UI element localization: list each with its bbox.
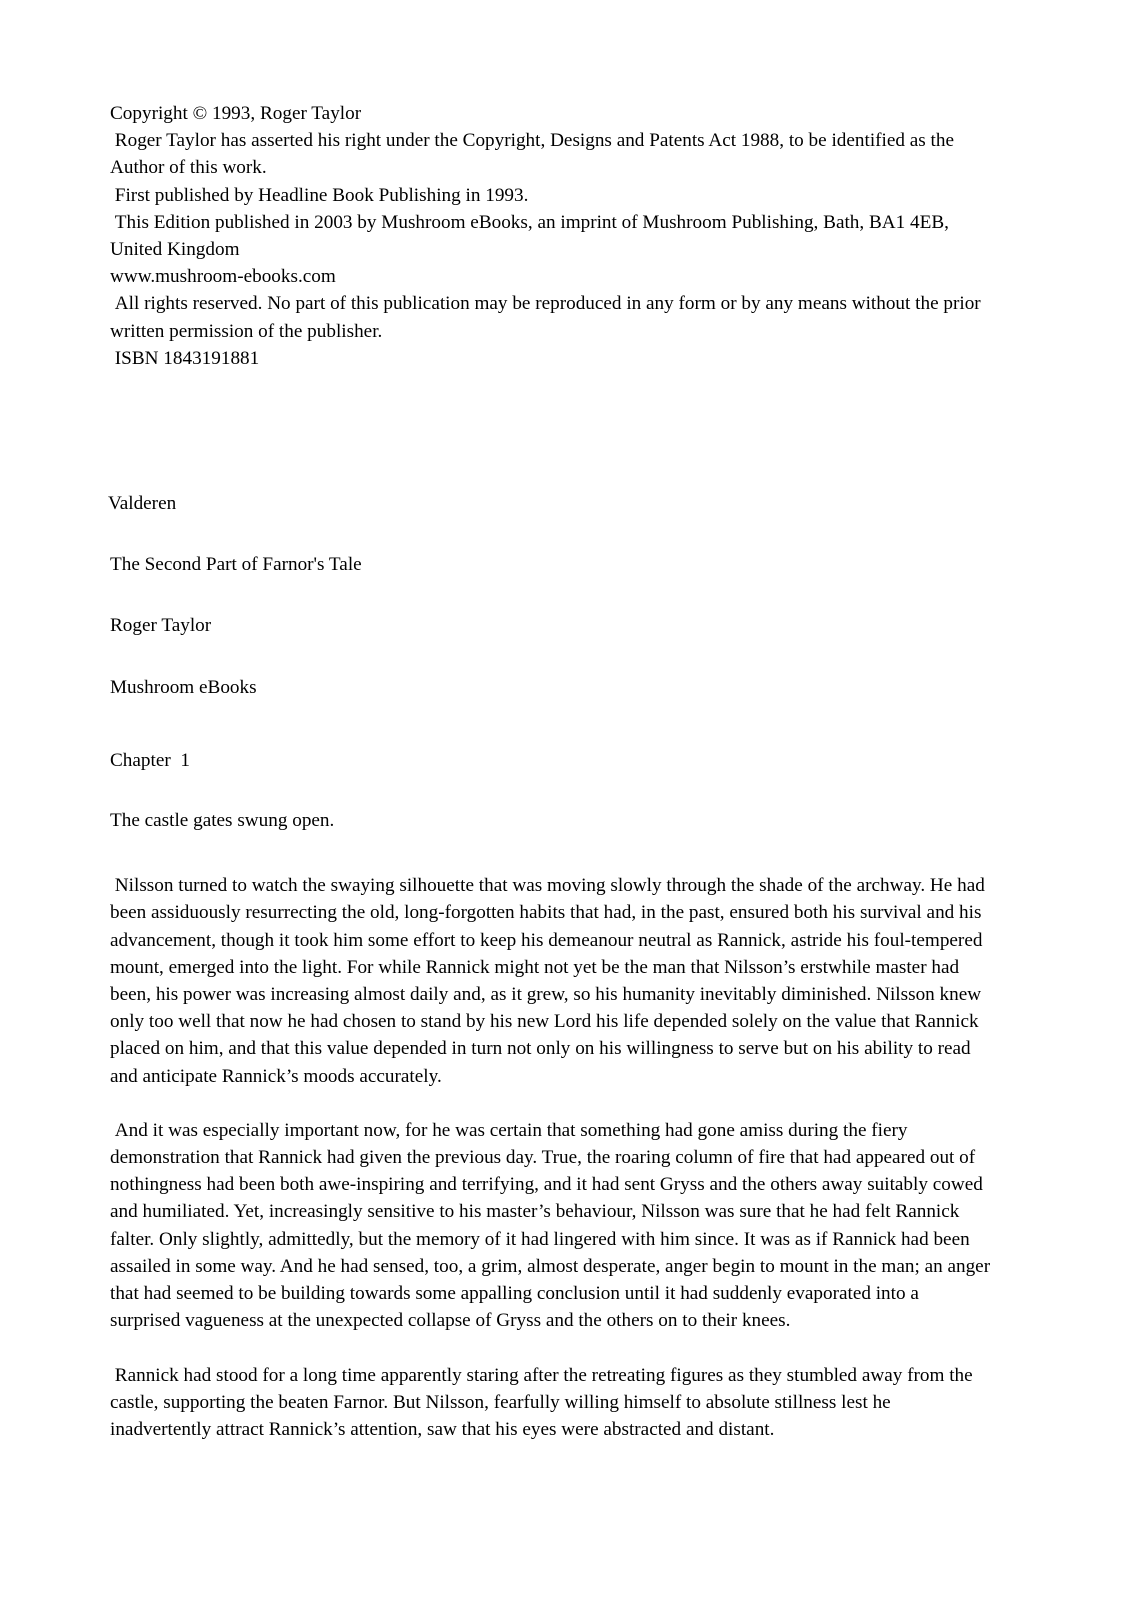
body-paragraph: And it was especially important now, for he was certain that something had gone amiss during the fiery demonstration that Rannick had given the previous day. True, the roaring column of fire that had appeared out of nothingness had been both awe-inspiring and terrifying, and it had sent Gryss and the others away suitably cowed and humiliated. Yet, increasingly sensitive to his master’s behaviour, Nilsson was sure that he had felt Rannick falter. Only slightly, admittedly, but the memory of it had lingered with him since. It was as if Rannick had been assailed in some way. And he had sensed, too, a grim, almost desperate, anger begin to mount in the man; an anger that had seemed to be building towards some appalling conclusion until it had suddenly evaporated into a surprised vagueness at the unexpected collapse of Gryss and the others on to their knees. bbox=[110, 1119, 995, 1332]
book-author: Roger Taylor bbox=[110, 615, 212, 637]
book-subtitle: The Second Part of Farnor's Tale bbox=[110, 554, 362, 576]
body-paragraph: Rannick had stood for a long time apparently staring after the retreating figures as they stumbled away from the castle, supporting the beaten Farnor. But Nilsson, fearfully willing himself to absolute stillness lest he inadvertently attract Rannick’s attention, saw that his eyes were abstracted and distant. bbox=[110, 1364, 978, 1440]
body-paragraph: Nilsson turned to watch the swaying silhouette that was moving slowly through the shade of the archway. He had been assiduously resurrecting the old, long-forgotten habits that had, in the past, ensured both his survival and his advancement, though it took him some effort to keep his demeanour neutral as Rannick, astride his foul-tempered mount, emerged into the light. For while Rannick might not yet be the man that Nilsson’s erstwhile master had been, his power was increasing almost daily and, as it grew, so his humanity inevitably diminished. Nilsson knew only too well that now he had chosen to stand by his new Lord his life depended solely on the value that Rannick placed on him, and that this value depended in turn not only on his willingness to serve but on his ability to read and anticipate Rannick’s moods accurately. bbox=[110, 875, 990, 1087]
book-title: Valderen bbox=[108, 493, 177, 515]
page-content bbox=[108, 100, 995, 1470]
chapter-heading: Chapter 1 bbox=[110, 749, 190, 771]
copyright-line: Copyright © 1993, Roger Taylor bbox=[110, 103, 362, 124]
title-block bbox=[110, 490, 992, 701]
rights-reserved-line: All rights reserved. No part of this publication may be reproduced in any form or by any means without the prior written permission of the publisher. bbox=[110, 293, 986, 342]
first-published-line: First published by Headline Book Publishing in 1993. bbox=[110, 184, 529, 206]
copyright-imprint-block bbox=[110, 100, 992, 372]
book-publisher: Mushroom eBooks bbox=[110, 676, 257, 698]
chapter-block bbox=[110, 747, 995, 1443]
chapter-opening-line: The castle gates swung open. bbox=[110, 810, 335, 832]
publisher-website-line: www.mushroom-ebooks.com bbox=[110, 266, 336, 288]
this-edition-line: This Edition published in 2003 by Mushroom eBooks, an imprint of Mushroom Publishing, Bath, BA1 4EB, United Kingdom bbox=[110, 211, 954, 261]
author-assertion-line: Roger Taylor has asserted his right under the Copyright, Designs and Patents Act 1988, to be identified as the Author of this work. bbox=[110, 130, 958, 179]
isbn-line: ISBN 1843191881 bbox=[110, 347, 260, 369]
